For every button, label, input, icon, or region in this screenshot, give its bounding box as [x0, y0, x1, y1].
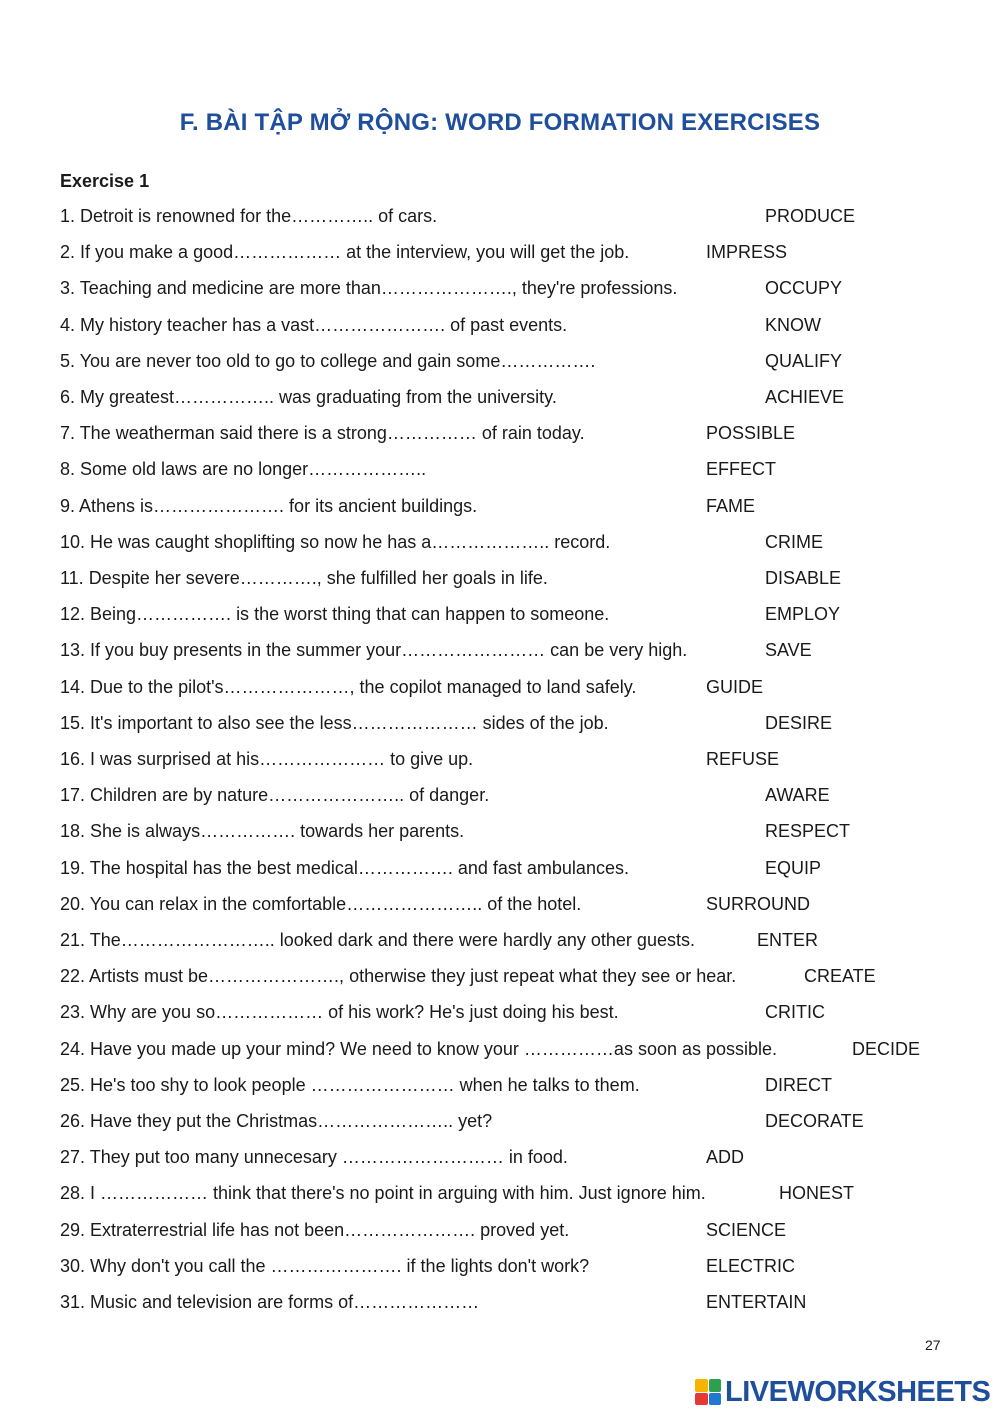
root-word: AWARE: [765, 785, 830, 805]
logo-text: LIVEWORKSHEETS: [725, 1375, 991, 1408]
question-line: [0, 387, 1000, 411]
root-word: EFFECT: [706, 459, 776, 479]
question-line: [0, 1039, 1000, 1063]
question-text: 29. Extraterrestrial life has not been…………………. proved yet.: [60, 1220, 570, 1240]
root-word: GUIDE: [706, 677, 764, 697]
question-text: 6. My greatest…………….. was graduating from the university.: [60, 387, 557, 407]
root-word: KNOW: [765, 315, 821, 335]
question-line: [0, 1111, 1000, 1135]
root-word: SAVE: [765, 640, 812, 660]
question-line: [0, 858, 1000, 882]
question-line: [0, 1220, 1000, 1244]
question-text: 13. If you buy presents in the summer your…………………… can be very high.: [60, 640, 688, 660]
question-text: 5. You are never too old to go to college and gain some…………….: [60, 351, 596, 371]
question-text: 1. Detroit is renowned for the………….. of cars.: [60, 206, 438, 226]
root-word: EQUIP: [765, 858, 822, 878]
question-text: 18. She is always……………. towards her parents.: [60, 821, 465, 841]
question-line: [0, 206, 1000, 230]
liveworksheets-logo[interactable]: [695, 1375, 990, 1409]
question-line: [0, 1292, 1000, 1316]
question-line: [0, 278, 1000, 302]
question-text: 15. It's important to also see the less………………… sides of the job.: [60, 713, 609, 733]
root-word: FAME: [706, 496, 756, 516]
root-word: DESIRE: [765, 713, 833, 733]
question-line: [0, 930, 1000, 954]
question-text: 30. Why don't you call the …………………. if the lights don't work?: [60, 1256, 590, 1276]
question-text: 4. My history teacher has a vast…………………. of past events.: [60, 315, 568, 335]
question-text: 10. He was caught shoplifting so now he has a……………….. record.: [60, 532, 611, 552]
root-word: REFUSE: [706, 749, 780, 769]
root-word: OCCUPY: [765, 278, 843, 298]
root-word: HONEST: [779, 1183, 855, 1203]
question-text: 25. He's too shy to look people …………………… when he talks to them.: [60, 1075, 640, 1095]
root-word: DIRECT: [765, 1075, 832, 1095]
question-line: [0, 894, 1000, 918]
question-text: 8. Some old laws are no longer………………..: [60, 459, 427, 479]
page-title: F. BÀI TẬP MỞ RỘNG: WORD FORMATION EXERCISES: [179, 109, 821, 136]
question-line: [0, 1147, 1000, 1171]
root-word: POSSIBLE: [706, 423, 796, 443]
question-line: [0, 821, 1000, 845]
question-text: 28. I ……………… think that there's no point in arguing with him. Just ignore him.: [60, 1183, 706, 1203]
question-text: 14. Due to the pilot's…………………, the copilot managed to land safely.: [60, 677, 637, 697]
question-text: 7. The weatherman said there is a strong…………… of rain today.: [60, 423, 585, 443]
root-word: RESPECT: [765, 821, 851, 841]
root-word: DECORATE: [765, 1111, 864, 1131]
question-text: 21. The…………………….. looked dark and there were hardly any other guests.: [60, 930, 695, 950]
question-line: [0, 604, 1000, 628]
root-word: ELECTRIC: [706, 1256, 796, 1276]
question-line: [0, 677, 1000, 701]
question-line: [0, 351, 1000, 375]
question-text: 11. Despite her severe…………., she fulfilled her goals in life.: [60, 568, 548, 588]
exercise-label: Exercise 1: [60, 171, 150, 191]
question-line: [0, 1075, 1000, 1099]
liveworksheets-logo-icon: [695, 1379, 721, 1405]
root-word: ADD: [706, 1147, 745, 1167]
question-line: [0, 1256, 1000, 1280]
root-word: CREATE: [804, 966, 876, 986]
root-word: SURROUND: [706, 894, 811, 914]
question-line: [0, 749, 1000, 773]
question-line: [0, 713, 1000, 737]
question-line: [0, 242, 1000, 266]
question-line: [0, 423, 1000, 447]
question-text: 24. Have you made up your mind? We need to know your ……………as soon as possible.: [60, 1039, 778, 1059]
question-line: [0, 496, 1000, 520]
root-word: CRITIC: [765, 1002, 825, 1022]
question-text: 27. They put too many unnecesary ……………………… in food.: [60, 1147, 568, 1167]
root-word: ACHIEVE: [765, 387, 845, 407]
question-line: [0, 459, 1000, 483]
question-line: [0, 568, 1000, 592]
question-text: 20. You can relax in the comfortable………………….. of the hotel.: [60, 894, 582, 914]
question-text: 16. I was surprised at his………………… to give up.: [60, 749, 474, 769]
root-word: EMPLOY: [765, 604, 841, 624]
question-line: [0, 1183, 1000, 1207]
question-text: 19. The hospital has the best medical……………. and fast ambulances.: [60, 858, 629, 878]
question-line: [0, 966, 1000, 990]
question-line: [0, 785, 1000, 809]
root-word: DECIDE: [852, 1039, 921, 1059]
root-word: CRIME: [765, 532, 823, 552]
question-line: [0, 532, 1000, 556]
question-text: 3. Teaching and medicine are more than…………………., they're professions.: [60, 278, 678, 298]
question-line: [0, 640, 1000, 664]
question-text: 9. Athens is…………………. for its ancient buildings.: [60, 496, 478, 516]
question-text: 31. Music and television are forms of…………………: [60, 1292, 480, 1312]
root-word: DISABLE: [765, 568, 842, 588]
question-text: 17. Children are by nature………………….. of danger.: [60, 785, 490, 805]
question-text: 12. Being……………. is the worst thing that can happen to someone.: [60, 604, 610, 624]
question-text: 22. Artists must be…………………., otherwise they just repeat what they see or hear.: [60, 966, 737, 986]
root-word: ENTERTAIN: [706, 1292, 807, 1312]
question-text: 23. Why are you so……………… of his work? He's just doing his best.: [60, 1002, 619, 1022]
question-text: 2. If you make a good……………… at the interview, you will get the job.: [60, 242, 630, 262]
root-word: SCIENCE: [706, 1220, 787, 1240]
root-word: ENTER: [757, 930, 819, 950]
question-line: [0, 315, 1000, 339]
root-word: IMPRESS: [706, 242, 788, 262]
page-number: 27: [925, 1337, 941, 1353]
root-word: PRODUCE: [765, 206, 856, 226]
question-line: [0, 1002, 1000, 1026]
root-word: QUALIFY: [765, 351, 843, 371]
question-text: 26. Have they put the Christmas………………….. yet?: [60, 1111, 493, 1131]
